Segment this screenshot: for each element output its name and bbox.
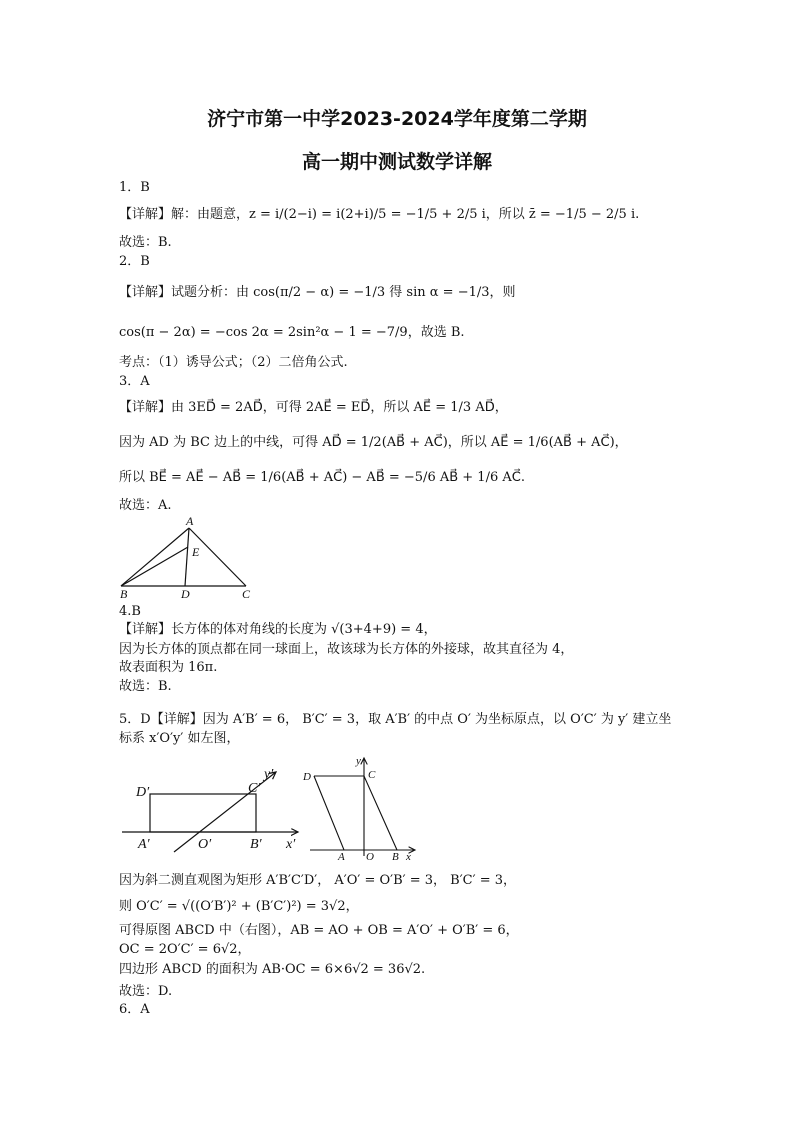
solution-5-line7: 四边形 ABCD 的面积为 AB·OC = 6×6√2 = 36√2.	[119, 962, 426, 977]
solution-3-line2: 因为 AD 为 BC 边上的中线，可得 AD⃗ = 1/2(AB⃗ + AC⃗)，所以 AE⃗ = 1/6(AB⃗ + AC⃗)，	[119, 435, 628, 450]
original-label-d: D	[303, 771, 311, 783]
solution-4-line1: 【详解】长方体的体对角线的长度为 √(3+4+9) = 4，	[119, 622, 437, 637]
solution-4-line3: 故表面积为 16π.	[119, 660, 218, 675]
answer-6: 6．A	[119, 1002, 150, 1017]
solution-5-line4: 则 O′C′ = √((O′B′)² + (B′C′)²) = 3√2，	[119, 899, 359, 914]
original-label-x: x	[406, 851, 411, 862]
original-label-b: B	[392, 851, 399, 862]
answer-1: 1．B	[119, 180, 150, 195]
solution-5-line5: 可得原图 ABCD 中（右图），AB = AO + OB = A′O′ + O′B′ = 6，	[119, 923, 519, 938]
triangle-label-b: B	[120, 587, 128, 600]
original-label-y: y	[356, 755, 361, 767]
oblique-label-y-prime: y′	[264, 767, 274, 782]
triangle-label-d: D	[181, 587, 190, 600]
conclusion-5: 故选：D.	[119, 984, 173, 999]
oblique-label-b-prime: B′	[250, 837, 262, 852]
oblique-label-a-prime: A′	[138, 837, 150, 852]
conclusion-1: 故选：B.	[119, 235, 172, 250]
solution-2-line1: 【详解】试题分析：由 cos(π/2 − α) = −1/3 得 sin α = −1/3，则	[119, 285, 516, 300]
document-subtitle: 高一期中测试数学详解	[301, 151, 492, 173]
solution-5-line6: OC = 2O′C′ = 6√2，	[119, 942, 251, 957]
conclusion-3: 故选：A.	[119, 498, 172, 513]
oblique-label-x-prime: x′	[286, 837, 296, 852]
original-label-a: A	[338, 851, 345, 862]
oblique-label-c-prime: C′	[248, 781, 261, 796]
answer-3: 3．A	[119, 374, 150, 389]
oblique-label-d-prime: D′	[136, 785, 150, 800]
solution-5-line1: 5．D【详解】因为 A′B′ = 6， B′C′ = 3，取 A′B′ 的中点 O′ 为坐标原点，以 O′C′ 为 y′ 建立坐	[119, 712, 672, 727]
solution-1-text: 【详解】解：由题意，z = i/(2−i) = i(2+i)/5 = −1/5 + 2/5 i，所以 z̄ = −1/5 − 2/5 i.	[119, 207, 640, 222]
oblique-label-o-prime: O′	[198, 837, 212, 852]
solution-5-line3: 因为斜二测直观图为矩形 A′B′C′D′， A′O′ = O′B′ = 3， B′C′ = 3，	[119, 873, 516, 888]
triangle-figure	[116, 514, 256, 600]
oblique-figure	[118, 760, 310, 860]
original-label-c: C	[368, 769, 376, 781]
answer-4: 4.B	[119, 604, 141, 619]
original-label-o: O	[366, 851, 374, 862]
solution-5-line2: 标系 x′O′y′ 如左图，	[119, 731, 240, 746]
solution-3-line3: 所以 BE⃗ = AE⃗ − AB⃗ = 1/6(AB⃗ + AC⃗) − AB⃗ = −5/6 AB⃗ + 1/6 AC⃗.	[119, 470, 525, 485]
triangle-label-e: E	[192, 545, 200, 559]
solution-4-line2: 因为长方体的顶点都在同一球面上，故该球为长方体的外接球，故其直径为 4，	[119, 642, 574, 657]
solution-2-line2: cos(π − 2α) = −cos 2α = 2sin²α − 1 = −7/9，故选 B.	[119, 325, 465, 340]
solution-3-line1: 【详解】由 3ED⃗ = 2AD⃗，可得 2AE⃗ = ED⃗，所以 AE⃗ = 1/3 AD⃗，	[119, 400, 508, 415]
conclusion-4: 故选：B.	[119, 679, 172, 694]
triangle-label-a: A	[186, 514, 194, 528]
document-title: 济宁市第一中学2023-2024学年度第二学期	[207, 108, 587, 130]
original-figure	[300, 752, 420, 862]
solution-2-keypoints: 考点：（1）诱导公式；（2）二倍角公式.	[119, 355, 348, 370]
triangle-label-c: C	[242, 587, 251, 600]
answer-2: 2．B	[119, 254, 150, 269]
